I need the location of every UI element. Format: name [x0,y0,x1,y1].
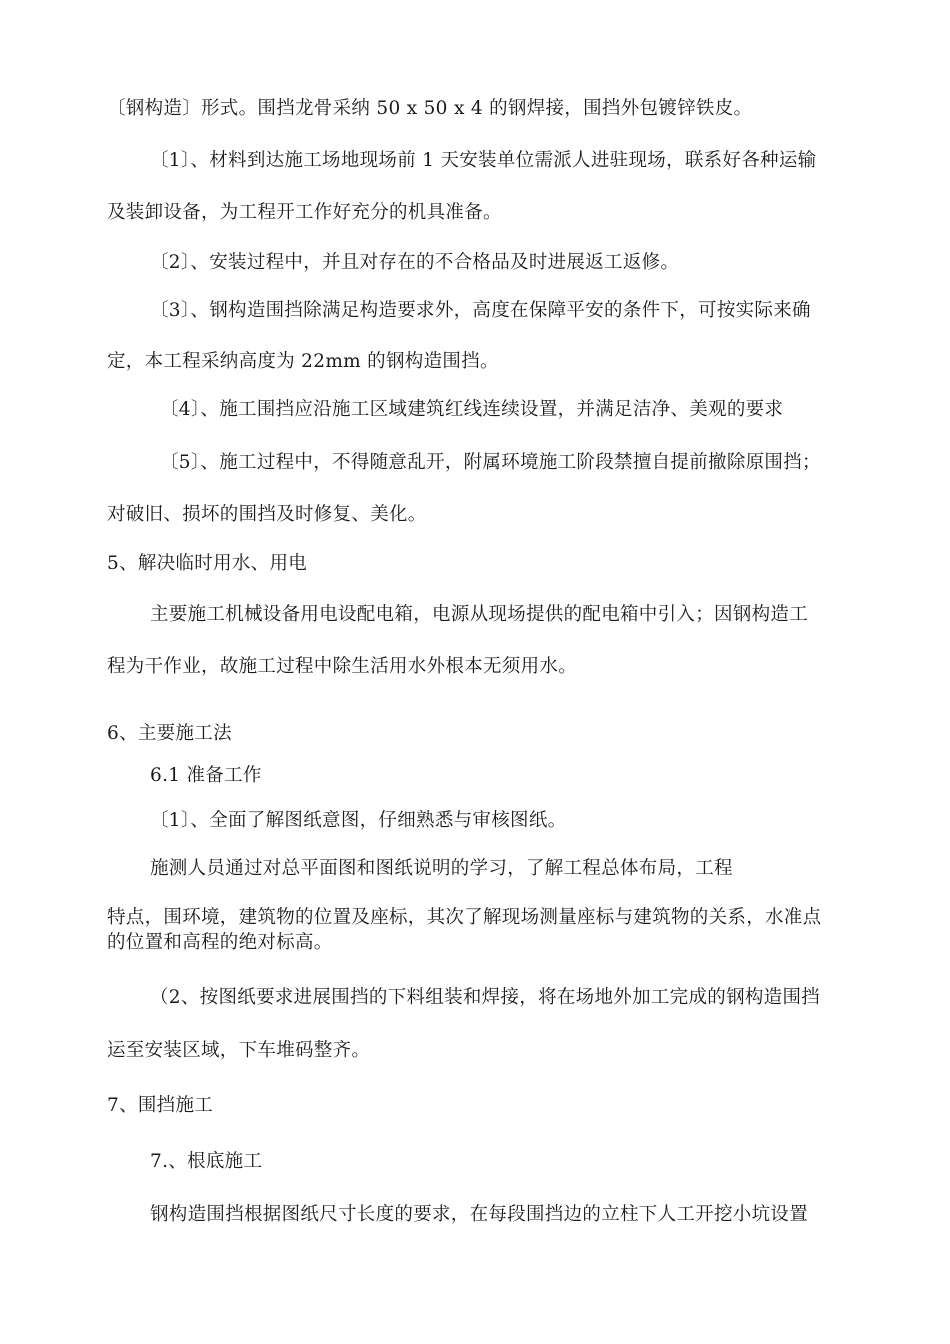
paragraph-line: 主要施工机械设备用电设配电箱，电源从现场提供的配电箱中引入；因钢构造工 [150,604,809,625]
paragraph-line: 施测人员通过对总平面图和图纸说明的学习，了解工程总体布局，工程 [150,858,733,879]
section-heading-5: 5、解决临时用水、用电 [107,553,308,574]
section-heading-6: 6、主要施工法 [107,723,232,744]
list-item-5-line: 〔5〕、施工过程中，不得随意乱开，附属环境施工阶段禁擅自提前撤除原围挡； [160,452,821,473]
list-item-2-line: 运至安装区域，下车堆码整齐。 [107,1040,371,1061]
list-item-2: 〔2〕、安装过程中，并且对存在的不合格品及时进展返工返修。 [150,252,680,273]
paragraph-line: 钢构造围挡根据图纸尺寸长度的要求，在每段围挡边的立柱下人工开挖小坑设置 [150,1204,809,1225]
list-item-3-line: 定，本工程采纳高度为 22mm 的钢构造围挡。 [107,351,499,372]
list-item-5-line: 对破旧、损坏的围挡及时修复、美化。 [107,504,427,525]
subsection-heading-7-1: 7.、根底施工 [150,1151,263,1172]
list-item-1-line: 及装卸设备，为工程开工作好充分的机具准备。 [107,202,502,223]
section-heading-7: 7、围挡施工 [107,1095,214,1116]
paragraph-line: 的位置和高程的绝对标高。 [107,932,333,953]
paragraph-line: 程为干作业，故施工过程中除生活用水外根本无须用水。 [107,656,578,677]
list-item-3-line: 〔3〕、钢构造围挡除满足构造要求外，高度在保障平安的条件下，可按实际来确 [150,300,811,321]
list-item-1-line: 〔1〕、材料到达施工场地现场前 1 天安装单位需派人进驻现场，联系好各种运输 [150,150,817,171]
list-item-4: 〔4〕、施工围挡应沿施工区域建筑红线连续设置，并满足洁净、美观的要求 [160,399,784,420]
paragraph-line: 〔钢构造〕形式。围挡龙骨采纳 50 x 50 x 4 的钢焊接，围挡外包镀锌铁皮。 [107,98,753,119]
paragraph-line: 特点，围环境，建筑物的位置及座标，其次了解现场测量座标与建筑物的关系，水准点 [107,907,822,928]
list-item-1: 〔1〕、全面了解图纸意图，仔细熟悉与审核图纸。 [150,810,567,831]
list-item-2-line: （2、按图纸要求进展围挡的下料组装和焊接，将在场地外加工完成的钢构造围挡 [150,987,821,1008]
subsection-heading-6-1: 6.1 准备工作 [150,765,262,786]
